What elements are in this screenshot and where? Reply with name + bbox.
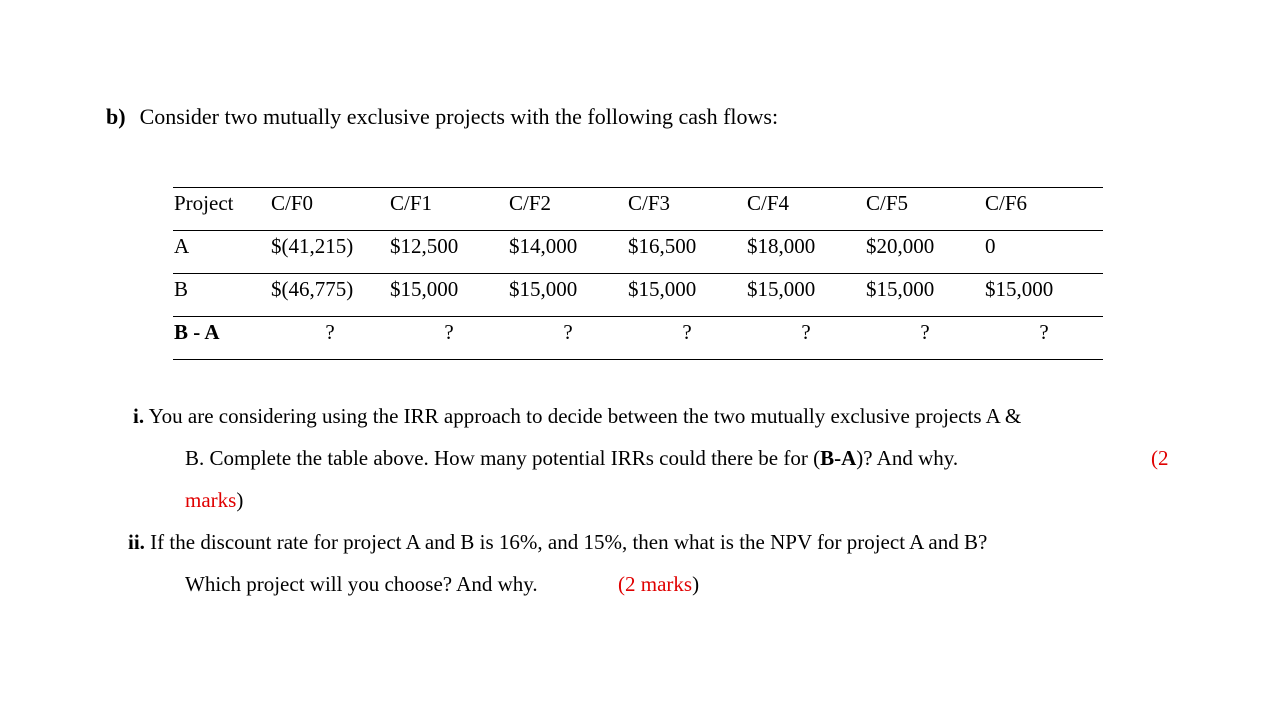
table-cell: $15,000 (628, 277, 697, 301)
question-ii-line1 (128, 530, 987, 555)
table-row (0, 277, 1284, 307)
question-i-text: )? And why. (856, 446, 959, 470)
question-ii-marks-wrap (618, 572, 699, 597)
table-cell: $15,000 (866, 277, 935, 301)
table-cell: $15,000 (509, 277, 578, 301)
table-cell: $15,000 (390, 277, 459, 301)
table-row-rule (173, 316, 1103, 317)
header-cell: C/F0 (271, 191, 314, 215)
table-cell: ? (325, 320, 335, 344)
table-cell: $15,000 (747, 277, 816, 301)
table-cell: ? (920, 320, 930, 344)
question-i-marks: (2 (1151, 446, 1169, 470)
question-i-marks: marks (185, 488, 237, 512)
table-cell: A (174, 234, 190, 258)
question-i-text: B. Complete the table above. How many potential IRRs could there be for ( (185, 446, 821, 470)
header-cell: C/F3 (628, 191, 671, 215)
header-cell: C/F2 (509, 191, 552, 215)
header-cell: C/F6 (985, 191, 1028, 215)
question-ii-text: If the discount rate for project A and B is 16%, and 15%, then what is the NPV for project A and B? (144, 530, 988, 554)
table-cell: ? (563, 320, 573, 344)
question-i-label: i. (133, 404, 145, 428)
question-heading (106, 104, 778, 130)
question-label: b) (106, 104, 126, 129)
table-top-rule (173, 187, 1103, 188)
table-cell: $16,500 (628, 234, 697, 258)
question-text: Consider two mutually exclusive projects with the following cash flows: (139, 104, 779, 129)
header-cell: C/F4 (747, 191, 790, 215)
question-ii-text: Which project will you choose? And why. (185, 572, 538, 596)
question-i-line2 (185, 446, 958, 471)
question-ii-marks: (2 marks (618, 572, 693, 596)
table-cell: $14,000 (509, 234, 578, 258)
table-cell: 0 (985, 234, 996, 258)
table-cell: B (174, 277, 189, 301)
question-i-line3 (185, 488, 243, 513)
table-header-row (0, 191, 1284, 221)
header-cell: C/F1 (390, 191, 433, 215)
table-cell: ? (1039, 320, 1049, 344)
question-ii-line2 (185, 572, 538, 597)
question-i-paren: ) (236, 488, 244, 512)
question-ii-label: ii. (128, 530, 145, 554)
table-cell: $12,500 (390, 234, 459, 258)
header-cell: Project (174, 191, 234, 215)
table-cell: $20,000 (866, 234, 935, 258)
question-ii-paren: ) (692, 572, 700, 596)
table-row (0, 320, 1284, 350)
table-row (0, 234, 1284, 264)
header-cell: C/F5 (866, 191, 909, 215)
table-cell: ? (682, 320, 692, 344)
table-cell: ? (801, 320, 811, 344)
table-cell: $(46,775) (271, 277, 354, 301)
question-i-bold-text: B-A (820, 446, 857, 470)
table-cell: $15,000 (985, 277, 1054, 301)
table-cell: B - A (174, 320, 220, 344)
question-i-line1 (133, 404, 1021, 429)
question-i-text: You are considering using the IRR approach to decide between the two mutually exclusive projects A & (144, 404, 1022, 428)
table-cell: ? (444, 320, 454, 344)
table-cell: $18,000 (747, 234, 816, 258)
table-cell: $(41,215) (271, 234, 354, 258)
table-row-rule (173, 273, 1103, 274)
table-header-rule (173, 230, 1103, 231)
table-bottom-rule (173, 359, 1103, 360)
